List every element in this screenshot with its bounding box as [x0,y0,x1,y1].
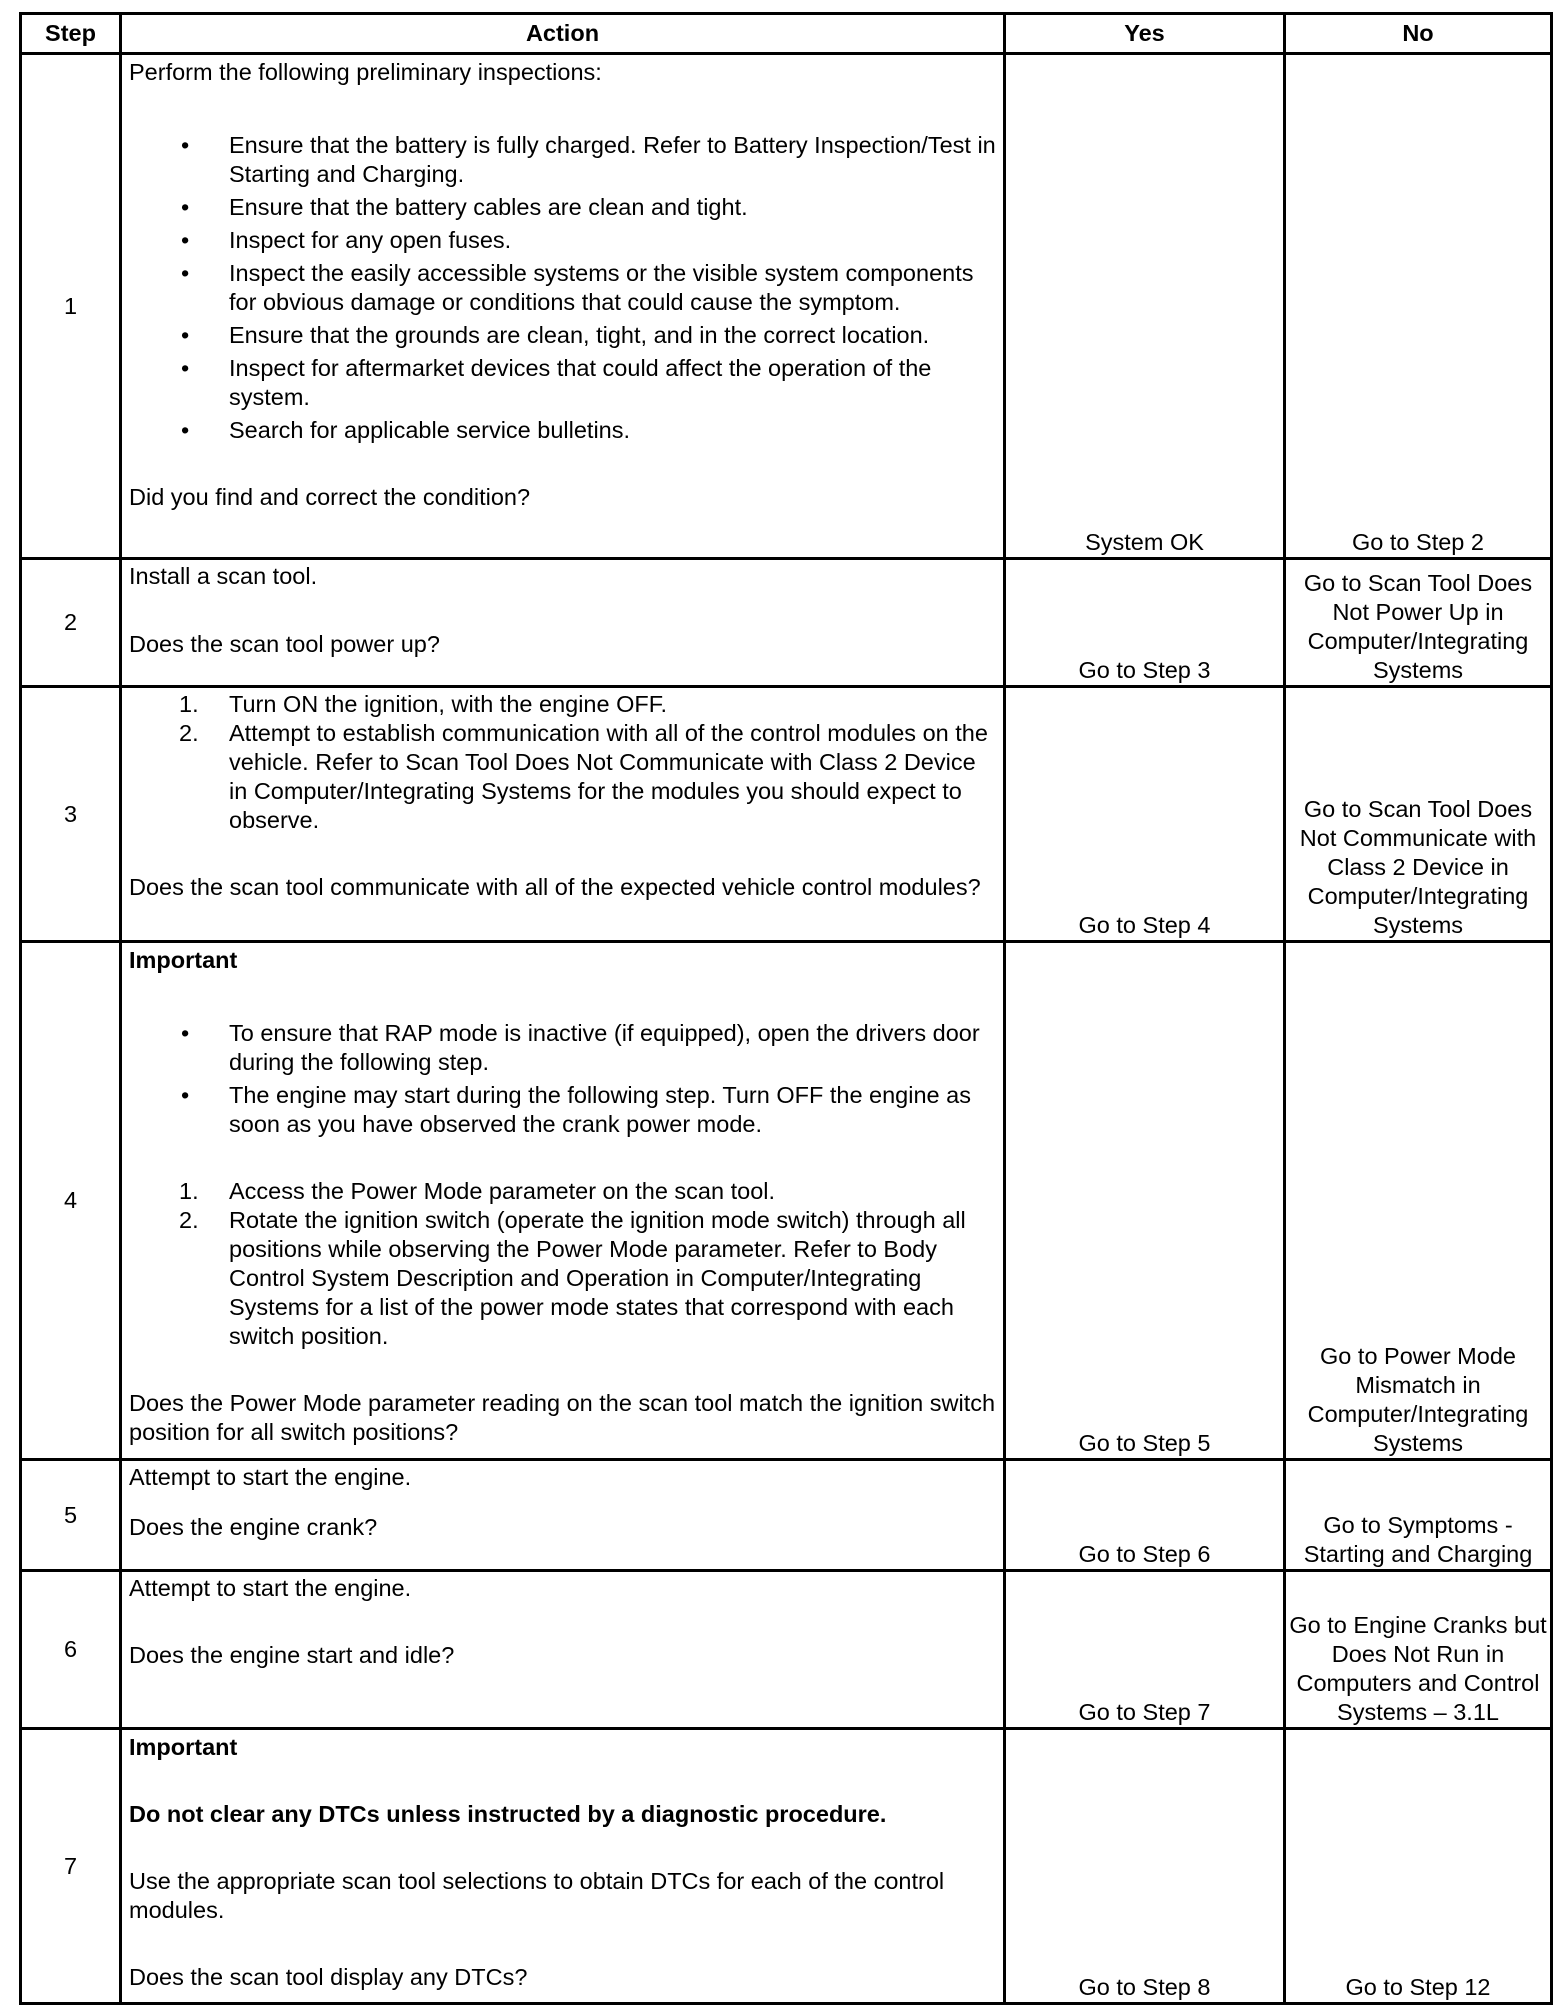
list-item: 2. Attempt to establish communication with all of the control modules on the vehicle. Refer to Scan Tool Does Not Communicate with Class 2 Device in Computer/Integrating Systems for the modules you should expect to observe. [179,720,988,833]
action-intro: Perform the following preliminary inspections: [129,59,602,85]
step-number: 2 [21,559,121,687]
list-item: 1. Turn ON the ignition, with the engine OFF. [179,691,668,717]
action-cell [121,54,1005,559]
yes-result: Go to Step 7 [1005,1571,1285,1729]
step-number: 3 [21,687,121,942]
list-item: 2. Rotate the ignition switch (operate the ignition mode switch) through all positions while observing the Power Mode parameter. Refer to Body Control System Description and Operation in Computer/Integrating Systems for a list of the power mode states that correspond with each switch position. [179,1207,966,1349]
important-heading: Important [129,1734,238,1760]
table-row [21,687,1552,942]
step-number: 1 [21,54,121,559]
bullet-list [129,1019,996,1139]
action-intro: Attempt to start the engine. [129,1464,412,1490]
yes-result: Go to Step 4 [1005,687,1285,942]
step-number: 7 [21,1729,121,2004]
no-result: Go to Step 12 [1285,1729,1552,2004]
yes-result: System OK [1005,54,1285,559]
action-cell [121,1460,1005,1571]
yes-result: Go to Step 5 [1005,942,1285,1460]
action-question: Does the scan tool display any DTCs? [129,1964,528,1990]
yes-result: Go to Step 3 [1005,559,1285,687]
action-question: Does the engine start and idle? [129,1642,455,1668]
no-result: Go to Step 2 [1285,54,1552,559]
header-action: Action [121,14,1005,54]
yes-result: Go to Step 8 [1005,1729,1285,2004]
header-row [21,14,1552,54]
list-item: • Search for applicable service bulletins. [181,417,631,443]
warning-text: Do not clear any DTCs unless instructed by a diagnostic procedure. [129,1801,887,1827]
action-cell [121,942,1005,1460]
action-intro: Install a scan tool. [129,563,318,589]
step-number: 5 [21,1460,121,1571]
bullet-list [129,131,996,445]
diagnostic-table [19,12,1553,2005]
action-question: Does the scan tool power up? [129,631,440,657]
header-yes: Yes [1005,14,1285,54]
list-item: • Ensure that the battery is fully charged. Refer to Battery Inspection/Test in Starting and Charging. [181,132,996,187]
numbered-list [129,1177,996,1351]
table-row [21,942,1552,1460]
no-result: Go to Scan Tool Does Not Communicate with Class 2 Device in Computer/Integrating Systems [1285,687,1552,942]
action-question: Did you find and correct the condition? [129,484,531,510]
action-cell [121,1729,1005,2004]
no-result: Go to Symptoms - Starting and Charging [1285,1460,1552,1571]
list-item: 1. Access the Power Mode parameter on the scan tool. [179,1178,776,1204]
list-item: • Inspect for aftermarket devices that could affect the operation of the system. [181,355,932,410]
no-result: Go to Scan Tool Does Not Power Up in Computer/Integrating Systems [1285,559,1552,687]
list-item: • The engine may start during the following step. Turn OFF the engine as soon as you have observed the crank power mode. [181,1082,971,1137]
action-question: Does the scan tool communicate with all of the expected vehicle control modules? [129,874,981,900]
action-question: Does the engine crank? [129,1514,378,1540]
action-cell [121,687,1005,942]
action-question: Does the Power Mode parameter reading on the scan tool match the ignition switch position for all switch positions? [129,1390,996,1445]
list-item: • Inspect for any open fuses. [181,227,512,253]
important-heading: Important [129,947,238,973]
action-intro: Use the appropriate scan tool selections to obtain DTCs for each of the control modules. [129,1868,945,1923]
step-number: 6 [21,1571,121,1729]
table-row [21,559,1552,687]
action-cell [121,559,1005,687]
list-item: • Inspect the easily accessible systems or the visible system components for obvious damage or conditions that could cause the symptom. [181,260,974,315]
list-item: • To ensure that RAP mode is inactive (if equipped), open the drivers door during the following step. [181,1020,980,1075]
list-item: • Ensure that the grounds are clean, tight, and in the correct location. [181,322,930,348]
header-step: Step [21,14,121,54]
numbered-list [129,690,996,835]
no-result: Go to Power Mode Mismatch in Computer/Integrating Systems [1285,942,1552,1460]
yes-result: Go to Step 6 [1005,1460,1285,1571]
action-cell [121,1571,1005,1729]
action-intro: Attempt to start the engine. [129,1575,412,1601]
no-result: Go to Engine Cranks but Does Not Run in Computers and Control Systems – 3.1L [1285,1571,1552,1729]
header-no: No [1285,14,1552,54]
step-number: 4 [21,942,121,1460]
table-row [21,1571,1552,1729]
table-row [21,54,1552,559]
table-row [21,1729,1552,2004]
list-item: • Ensure that the battery cables are clean and tight. [181,194,748,220]
table-row [21,1460,1552,1571]
